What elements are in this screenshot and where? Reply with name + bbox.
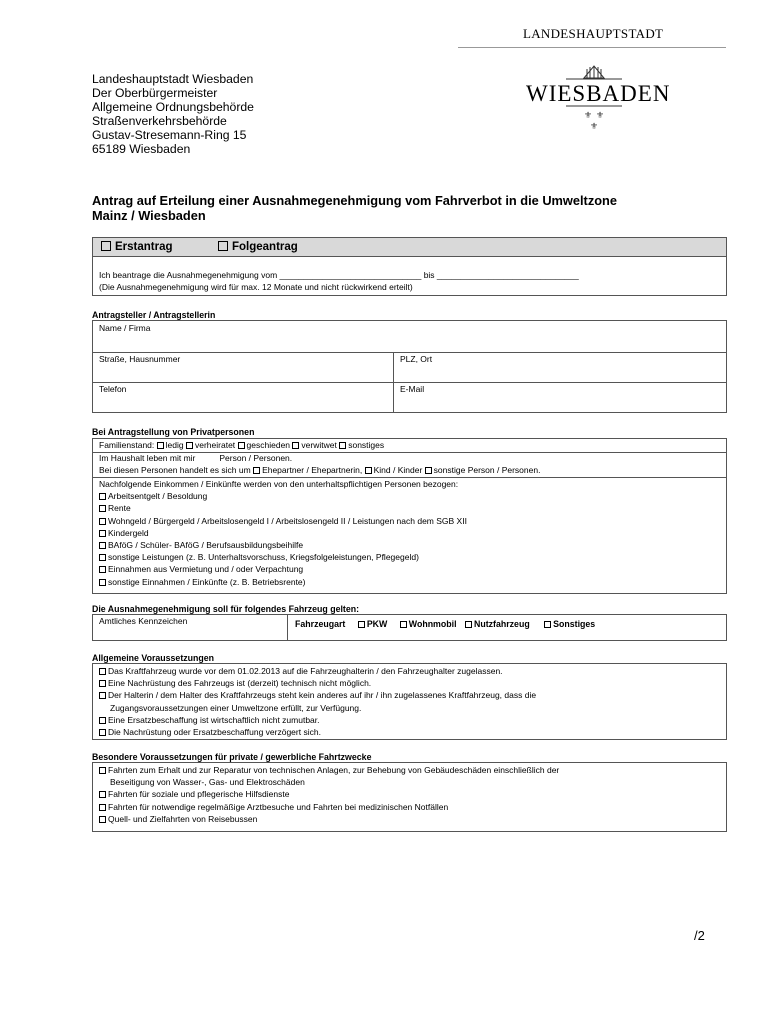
address-line: 65189 Wiesbaden xyxy=(92,142,191,156)
checkbox-icon[interactable] xyxy=(218,241,228,251)
allgemein-item-continuation: Zugangsvoraussetzungen einer Umweltzone erfüllt, zur Verfügung. xyxy=(110,702,362,713)
form-title xyxy=(92,193,722,223)
checkbox-icon[interactable] xyxy=(99,554,106,561)
fahrzeugart-row xyxy=(295,619,595,629)
einkommen-item[interactable]: Kindergeld xyxy=(99,527,467,539)
logo-wordmark: WIESBADEN xyxy=(526,81,671,106)
option-kind[interactable]: Kind / Kinder xyxy=(365,465,423,475)
erstantrag-option[interactable] xyxy=(101,241,173,253)
einkommen-item[interactable]: Einnahmen aus Vermietung und / oder Verpachtung xyxy=(99,563,467,575)
antragsteller-table xyxy=(92,320,727,413)
kennzeichen-field[interactable]: Amtliches Kennzeichen xyxy=(99,616,188,626)
plz-field[interactable]: PLZ, Ort xyxy=(400,354,433,364)
checkbox-icon[interactable] xyxy=(186,442,193,449)
option-nutzfahrzeug[interactable]: Nutzfahrzeug xyxy=(465,619,530,629)
telefon-field[interactable]: Telefon xyxy=(99,384,127,394)
option-wohnmobil[interactable]: Wohnmobil xyxy=(400,619,457,629)
address-line: Gustav-Stresemann-Ring 15 xyxy=(92,128,247,142)
antragsteller-heading: Antragsteller / Antragstellerin xyxy=(92,310,216,320)
checkbox-icon[interactable] xyxy=(157,442,164,449)
email-field[interactable]: E-Mail xyxy=(400,384,425,394)
option-pkw[interactable]: PKW xyxy=(358,619,388,629)
checkbox-icon[interactable] xyxy=(99,680,106,687)
strasse-field[interactable]: Straße, Hausnummer xyxy=(99,354,181,364)
checkbox-icon[interactable] xyxy=(99,729,106,736)
option-verwitwet[interactable]: verwitwet xyxy=(292,440,336,450)
wiesbaden-logo xyxy=(526,62,671,132)
page-number: /2 xyxy=(694,928,705,943)
allgemein-item[interactable]: Die Nachrüstung oder Ersatzbeschaffung verzögert sich. xyxy=(99,726,536,738)
checkbox-icon[interactable] xyxy=(99,804,106,811)
checkbox-icon[interactable] xyxy=(339,442,346,449)
allgemein-item[interactable]: Das Kraftfahrzeug wurde vor dem 01.02.2013 auf die Fahrzeughalterin / den Fahrzeughalter zugelassen. xyxy=(99,665,536,677)
einkommen-item[interactable]: BAföG / Schüler- BAföG / Berufsausbildungsbeihilfe xyxy=(99,539,467,551)
form-title-line: Mainz / Wiesbaden xyxy=(92,208,206,223)
option-ehepartner[interactable]: Ehepartner / Ehepartnerin, xyxy=(253,465,362,475)
address-line: Straßenverkehrsbehörde xyxy=(92,114,227,128)
checkbox-icon[interactable] xyxy=(238,442,245,449)
allgemein-table xyxy=(92,663,727,740)
checkbox-icon[interactable] xyxy=(99,518,106,525)
checkbox-icon[interactable] xyxy=(99,530,106,537)
checkbox-icon[interactable] xyxy=(99,566,106,573)
option-verheiratet[interactable]: verheiratet xyxy=(186,440,235,450)
checkbox-icon[interactable] xyxy=(358,621,365,628)
checkbox-icon[interactable] xyxy=(400,621,407,628)
checkbox-icon[interactable] xyxy=(365,467,372,474)
zeitraum-note: (Die Ausnahmegenehmigung wird für max. 12 Monate und nicht rückwirkend erteilt) xyxy=(99,282,413,292)
option-sonstige-person[interactable]: sonstige Person / Personen. xyxy=(425,465,541,475)
name-field[interactable]: Name / Firma xyxy=(99,323,151,333)
checkbox-icon[interactable] xyxy=(99,542,106,549)
checkbox-icon[interactable] xyxy=(544,621,551,628)
familienstand-label: Familienstand: xyxy=(99,440,155,450)
checkbox-icon[interactable] xyxy=(99,692,106,699)
checkbox-icon[interactable] xyxy=(99,668,106,675)
option-ledig[interactable]: ledig xyxy=(157,440,184,450)
besondere-item[interactable]: Fahrten für notwendige regelmäßige Arztbesuche und Fahrten bei medizinischen Notfällen xyxy=(99,801,559,813)
authority-address xyxy=(92,72,254,156)
privat-table xyxy=(92,438,727,594)
checkbox-icon[interactable] xyxy=(99,791,106,798)
form-title-line: Antrag auf Erteilung einer Ausnahmegenehmigung vom Fahrverbot in die Umweltzone xyxy=(92,193,617,208)
folgeantrag-label: Folgeantrag xyxy=(232,241,298,253)
checkbox-icon[interactable] xyxy=(99,493,106,500)
svg-text:⚜: ⚜ xyxy=(596,111,605,121)
checkbox-icon[interactable] xyxy=(101,241,111,251)
address-line: Landeshauptstadt Wiesbaden xyxy=(92,72,254,86)
einkommen-list xyxy=(99,478,467,588)
allgemein-item[interactable]: Eine Nachrüstung des Fahrzeugs ist (derzeit) technisch nicht möglich. xyxy=(99,677,536,689)
checkbox-icon[interactable] xyxy=(465,621,472,628)
option-geschieden[interactable]: geschieden xyxy=(238,440,290,450)
fahrzeug-table xyxy=(92,614,727,641)
checkbox-icon[interactable] xyxy=(99,767,106,774)
checkbox-icon[interactable] xyxy=(425,467,432,474)
besondere-item[interactable]: Fahrten für soziale und pflegerische Hilfsdienste xyxy=(99,788,559,800)
folgeantrag-option[interactable] xyxy=(218,241,298,253)
besondere-item[interactable]: Fahrten zum Erhalt und zur Reparatur von technischen Anlagen, zur Behebung von Gebäudeschäden einschließlich der xyxy=(99,764,559,776)
header-title: LANDESHAUPTSTADT xyxy=(523,26,664,41)
fahrzeug-heading: Die Ausnahmegenehmigung soll für folgendes Fahrzeug gelten: xyxy=(92,604,360,614)
haushalt-row[interactable]: Im Haushalt leben mit mir Person / Personen. xyxy=(99,453,293,463)
einkommen-item[interactable]: Wohngeld / Bürgergeld / Arbeitslosengeld I / Arbeitslosengeld II / Leistungen nach dem SGB XII xyxy=(99,515,467,527)
option-sonstiges[interactable]: sonstiges xyxy=(339,440,384,450)
allgemein-item[interactable]: Eine Ersatzbeschaffung ist wirtschaftlich nicht zumutbar. xyxy=(99,714,536,726)
personen-row: Bei diesen Personen handelt es sich um Ehepartner / Ehepartnerin, Kind / Kinder sonstige Person / Personen. xyxy=(99,465,541,475)
address-line: Allgemeine Ordnungsbehörde xyxy=(92,100,254,114)
besondere-item[interactable]: Quell- und Zielfahrten von Reisebussen xyxy=(99,813,559,825)
allgemein-item[interactable]: Der Halterin / dem Halter des Kraftfahrzeugs steht kein anderes auf ihr / ihn zugelassenes Kraftfahrzeug, dass die xyxy=(99,689,536,701)
allgemein-heading: Allgemeine Voraussetzungen xyxy=(92,653,215,663)
lilies-icon xyxy=(526,62,671,132)
einkommen-heading: Nachfolgende Einkommen / Einkünfte werden von den unterhaltspflichtigen Personen bezogen: xyxy=(99,479,459,489)
checkbox-icon[interactable] xyxy=(292,442,299,449)
privat-heading: Bei Antragstellung von Privatpersonen xyxy=(92,427,255,437)
einkommen-item[interactable]: sonstige Einnahmen / Einkünfte (z. B. Betriebsrente) xyxy=(99,576,467,588)
einkommen-item[interactable]: sonstige Leistungen (z. B. Unterhaltsvorschuss, Kriegsfolgeleistungen, Pflegegeld) xyxy=(99,551,467,563)
einkommen-item[interactable]: Arbeitsentgelt / Besoldung xyxy=(99,490,467,502)
option-sonstiges-fahrzeug[interactable]: Sonstiges xyxy=(544,619,595,629)
antrag-type-bar xyxy=(93,238,726,257)
header-divider xyxy=(458,47,726,48)
address-line: Der Oberbürgermeister xyxy=(92,86,218,100)
checkbox-icon[interactable] xyxy=(99,505,106,512)
checkbox-icon[interactable] xyxy=(253,467,260,474)
checkbox-icon[interactable] xyxy=(99,579,106,586)
einkommen-item[interactable]: Rente xyxy=(99,502,467,514)
besondere-heading: Besondere Voraussetzungen für private / gewerbliche Fahrtzwecke xyxy=(92,752,372,762)
familienstand-row xyxy=(99,440,384,450)
svg-text:⚜: ⚜ xyxy=(590,122,599,132)
svg-text:⚜: ⚜ xyxy=(584,111,593,121)
checkbox-icon[interactable] xyxy=(99,816,106,823)
checkbox-icon[interactable] xyxy=(99,717,106,724)
besondere-table xyxy=(92,762,727,832)
zeitraum-line[interactable]: Ich beantrage die Ausnahmegenehmigung vom ______________________________ bis ______________________________ xyxy=(99,270,579,280)
fahrzeugart-label: Fahrzeugart xyxy=(295,619,346,629)
besondere-item-continuation: Beseitigung von Wasser-, Gas- und Elektroschäden xyxy=(110,777,305,788)
erstantrag-label: Erstantrag xyxy=(115,241,173,253)
antrag-section xyxy=(92,237,727,296)
